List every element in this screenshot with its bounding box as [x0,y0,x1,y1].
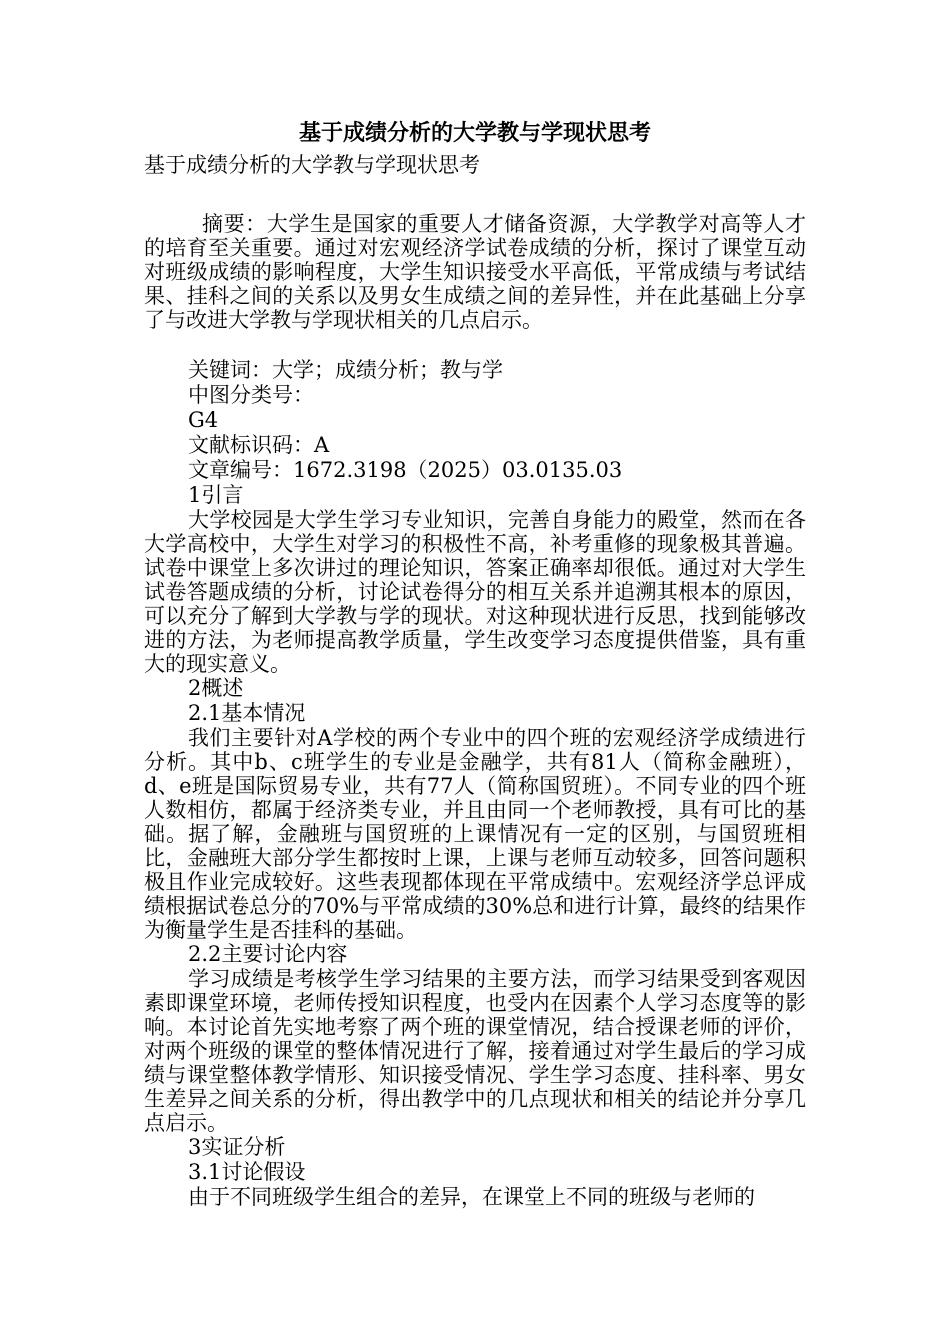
section-2-1-paragraph: 我们主要针对A学校的两个专业中的四个班的宏观经济学成绩进行分析。其中b、c班学生的专业是金融学，共有81人（简称金融班），d、e班是国际贸易专业，共有77人（简称国贸班）。不同专业的四个班人数相仿，都属于经济类专业，并且由同一个老师教授，具有可比的基础。据了解，金融班与国贸班的上课情况有一定的区别，与国贸班相比，金融班大部分学生都按时上课，上课与老师互动较多，回答问题积极且作业完成较好。这些表现都体现在平常成绩中。宏观经济学总评成绩根据试卷总分的70%与平常成绩的30%总和进行计算，最终的结果作为衡量学生是否挂科的基础。 [144,726,806,942]
section-2-2-heading: 2.2主要讨论内容 [188,942,348,966]
document-title: 基于成绩分析的大学教与学现状思考 [298,120,651,146]
document-code: 文献标识码：A [188,433,330,457]
article-number: 文章编号：1672.3198（2025）03.0135.03 [188,458,623,482]
section-2-heading: 2概述 [188,676,244,700]
keywords-line: 关键词：大学；成绩分析；教与学 [188,358,503,382]
section-1-heading: 1引言 [188,483,244,507]
document-page [144,118,806,1209]
section-3-heading: 3实证分析 [188,1135,286,1159]
section-3-1-paragraph: 由于不同班级学生组合的差异，在课堂上不同的班级与老师的 [188,1185,755,1209]
spacer [144,332,806,358]
clc-value: G4 [188,408,219,432]
document-subtitle: 基于成绩分析的大学教与学现状思考 [144,153,480,177]
section-2-2-paragraph: 学习成绩是考核学生学习结果的主要方法，而学习结果受到客观因素即课堂环境，老师传授知识程度，也受内在因素个人学习态度等的影响。本讨论首先实地考察了两个班的课堂情况，结合授课老师的评价，对两个班级的课堂的整体情况进行了解，接着通过对学生最后的学习成绩与课堂整体教学情形、知识接受情况、学生学习态度、挂科率、男女生差异之间关系的分析，得出教学中的几点现状和相关的结论并分享几点启示。 [144,967,806,1135]
section-2-1-heading: 2.1基本情况 [188,701,306,725]
section-3-1-heading: 3.1讨论假设 [188,1160,306,1184]
section-1-paragraph: 大学校园是大学生学习专业知识，完善自身能力的殿堂，然而在各大学高校中，大学生对学习的积极性不高，补考重修的现象极其普遍。试卷中课堂上多次讲过的理论知识，答案正确率却很低。通过对大学生试卷答题成绩的分析，讨论试卷得分的相互关系并追溯其根本的原因，可以充分了解到大学教与学的现状。对这种现状进行反思，找到能够改进的方法，为老师提高教学质量，学生改变学习态度提供借鉴，具有重大的现实意义。 [144,508,806,676]
spacer [144,182,806,212]
clc-label: 中图分类号： [188,383,314,407]
abstract-paragraph: 摘要：大学生是国家的重要人才储备资源，大学教学对高等人才的培育至关重要。通过对宏观经济学试卷成绩的分析，探讨了课堂互动对班级成绩的影响程度，大学生知识接受水平高低，平常成绩与考试结果、挂科之间的关系以及男女生成绩之间的差异性，并在此基础上分享了与改进大学教与学现状相关的几点启示。 [144,212,806,332]
